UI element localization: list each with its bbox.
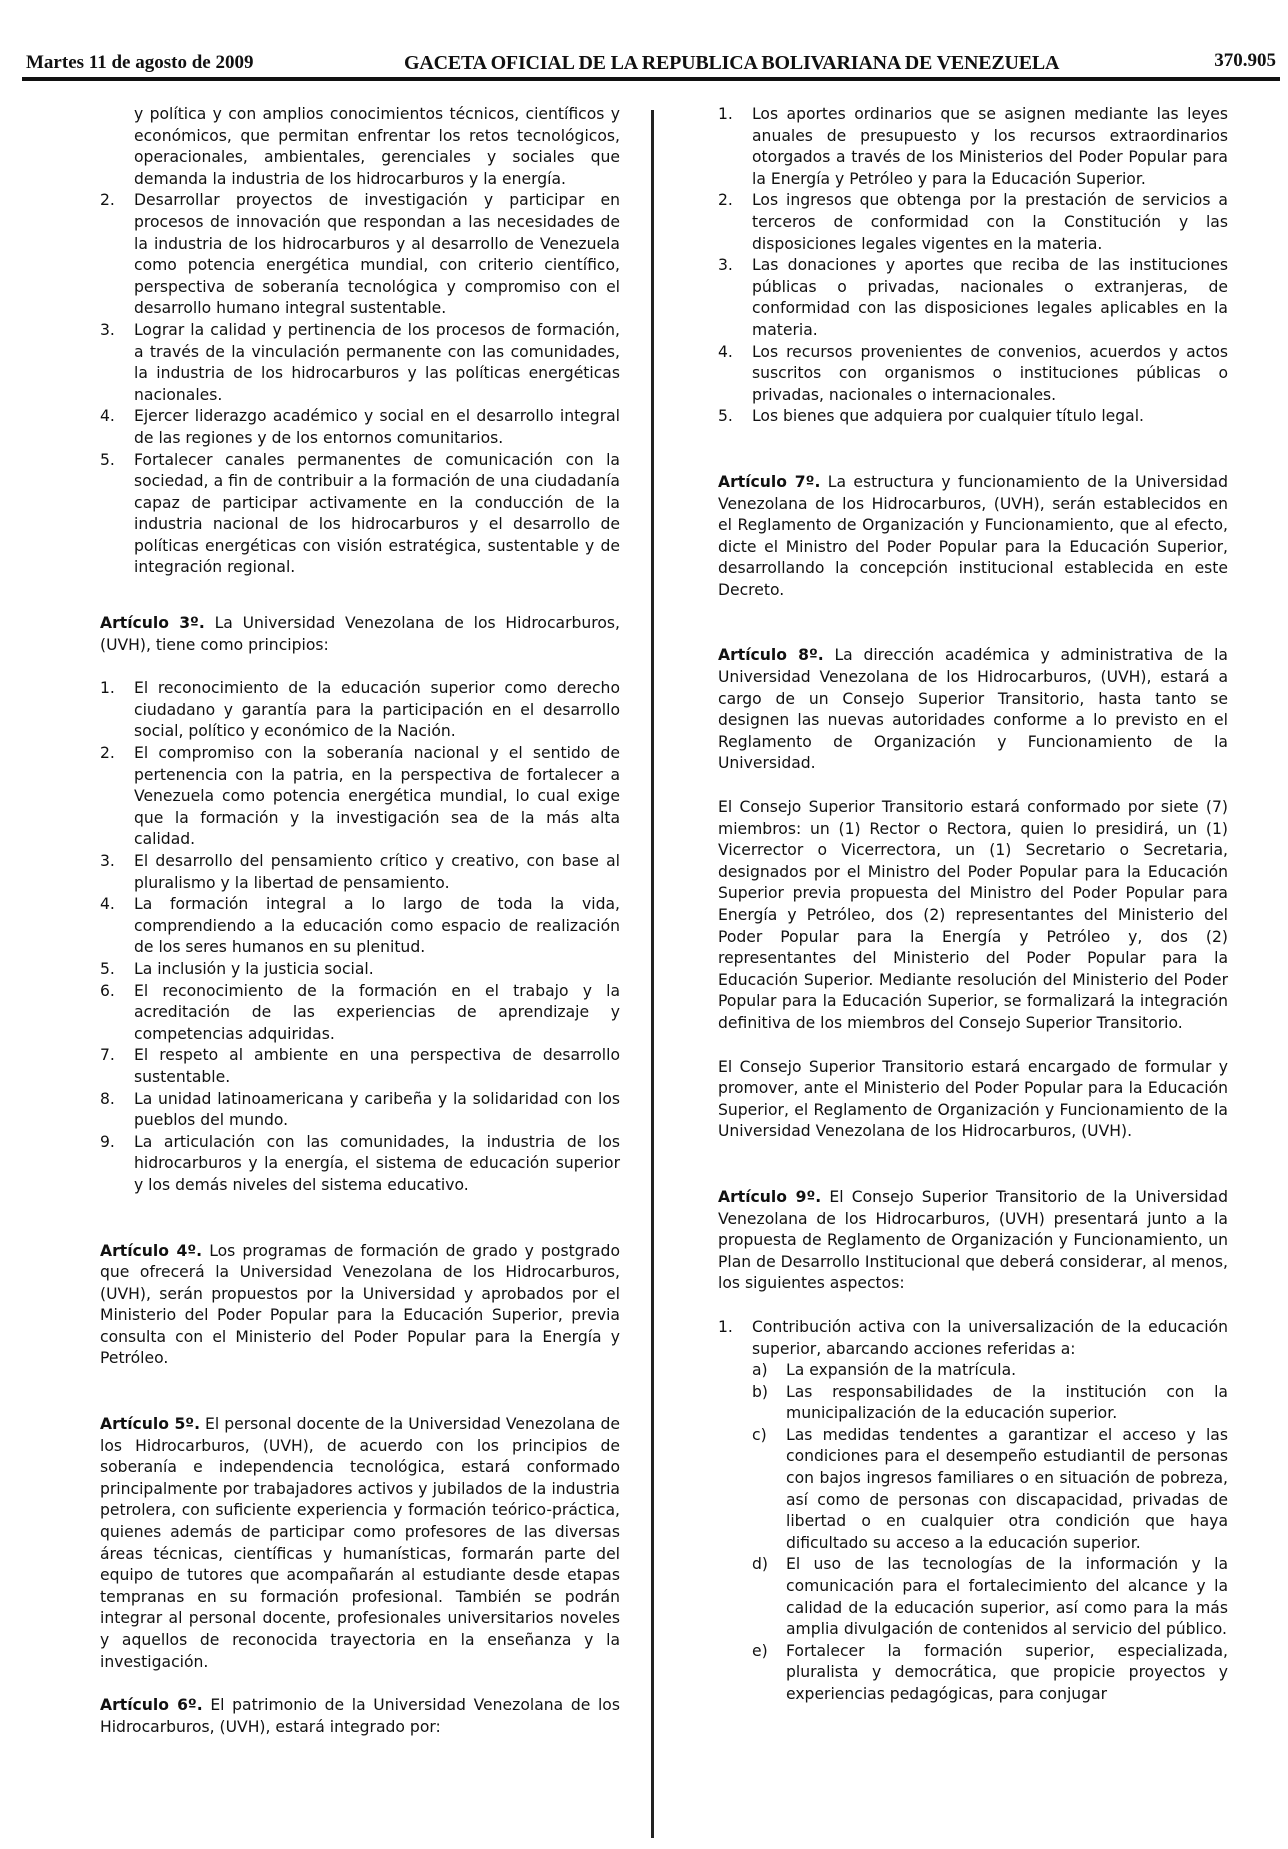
article-8-paragraph-3: El Consejo Superior Transitorio estará encargado de formular y promover, ante el Ministerio del Poder Popular para la Educación Superior, el Reglamento de Organización y Funcionamiento de la Universidad Venezolana de los Hidrocarburos, (UVH). [718, 1057, 1228, 1141]
article-6-label: Artículo 6º. [100, 1696, 203, 1715]
list-item: b) Las responsabilidades de la institución con la municipalización de la educación superior. [752, 1382, 1228, 1423]
header-page-number: 370.905 [1214, 50, 1276, 71]
article-8-label: Artículo 8º. [718, 646, 824, 665]
patrimony-list [718, 104, 1228, 428]
list-item: 3. Las donaciones y aportes que reciba de las instituciones públicas o privadas, nacionales o extranjeras, de conformidad con las disposiciones legales aplicables en la materia. [718, 256, 1228, 339]
principles-list [100, 678, 620, 1196]
list-item: 3. El desarrollo del pensamiento crítico y creativo, con base al pluralismo y la libertad de pensamiento. [100, 852, 620, 892]
list-item: 1. El reconocimiento de la educación superior como derecho ciudadano y garantía para la participación en el desarrollo social, político y económico de la Nación. [100, 679, 620, 741]
article-8: Artículo 8º. La dirección académica y administrativa de la Universidad Venezolana de los Hidrocarburos, (UVH), estará a cargo de un Consejo Superior Transitorio, hasta tanto se designen las nuevas autoridades conforme a lo previsto en el Reglamento de Organización y Funcionamiento de la Universidad. [718, 646, 1228, 773]
list-item: 8. La unidad latinoamericana y caribeña y la solidaridad con los pueblos del mundo. [100, 1089, 620, 1130]
list-item: 4. Los recursos provenientes de convenios, acuerdos y actos suscritos con organismos o instituciones públicas o privadas, nacionales o internacionales. [718, 342, 1228, 404]
list-item: 2. Los ingresos que obtenga por la prestación de servicios a terceros de conformidad con la Constitución y las disposiciones legales vigentes en la materia. [718, 191, 1228, 253]
article-9: Artículo 9º. El Consejo Superior Transitorio de la Universidad Venezolana de los Hidrocarburos, (UVH) presentará junto a la propuesta de Reglamento de Organización y Funcionamiento, un Plan de Desarrollo Institucional que deberá considerar, al menos, los siguientes aspectos: [718, 1187, 1229, 1293]
header-title: GACETA OFICIAL DE LA REPUBLICA BOLIVARIANA DE VENEZUELA [404, 52, 1060, 74]
list-item: 3. Lograr la calidad y pertinencia de los procesos de formación, a través de la vinculación permanente con las comunidades, la industria de los hidrocarburos y las políticas energéticas nacionales. [100, 320, 620, 404]
list-item: e) Fortalecer la formación superior, especializada, pluralista y democrática, que propicie proyectos y experiencias pedagógicas, para conjugar [752, 1641, 1228, 1703]
article-7-label: Artículo 7º. [718, 472, 821, 491]
right-column [718, 104, 1228, 1706]
article-7: Artículo 7º. La estructura y funcionamiento de la Universidad Venezolana de los Hidrocarburos, (UVH), serán establecidos en el Reglamento de Organización y Funcionamiento, que al efecto, dicte el Ministro del Poder Popular para la Educación Superior, desarrollando la concepción institucional establecida en este Decreto. [718, 472, 1228, 599]
plan-sublist [752, 1360, 1228, 1706]
plan-list [718, 1317, 1228, 1706]
article-3-label: Artículo 3º. [100, 614, 205, 633]
header-date: Martes 11 de agosto de 2009 [26, 52, 254, 73]
list-item: 5. La inclusión y la justicia social. [100, 959, 374, 978]
article-3: Artículo 3º. La Universidad Venezolana de los Hidrocarburos, (UVH), tiene como principios: [100, 614, 620, 654]
list-item: 5. Fortalecer canales permanentes de comunicación con la sociedad, a fin de contribuir a la formación de una ciudadanía capaz de participar activamente en la conducción de la industria nacional de los hidrocarburos y el desarrollo de políticas energéticas con visión estratégica, sustentable y de integración regional. [100, 450, 620, 577]
list-item: 2. El compromiso con la soberanía nacional y el sentido de pertenencia con la patria, en la perspectiva de fortalecer a Venezuela como potencia energética mundial, lo cual exige que la formación y la investigación sea de la más alta calidad. [100, 744, 620, 849]
list-item: c) Las medidas tendentes a garantizar el acceso y las condiciones para el desempeño estudiantil de personas con bajos ingresos familiares o en situación de pobreza, así como de personas con discapacidad, privadas de libertad o en cualquier otra condición que haya dificultado su acceso a la educación superior. [752, 1425, 1228, 1552]
objective-1-continuation: y política y con amplios conocimientos técnicos, científicos y económicos, que permitan enfrentar los retos tecnológicos, operacionales, ambientales, gerenciales y sociales que demanda la industria de los hidrocarburos y la energía. [134, 105, 620, 188]
article-8-paragraph-2: El Consejo Superior Transitorio estará conformado por siete (7) miembros: un (1) Rector o Rectora, quien lo presidirá, un (1) Vicerrector o Vicerrectora, un (1) Secretario o Secretaria, designados por el Ministro del Poder Popular para la Educación Superior previa propuesta del Ministro del Poder Popular para Energía y Petróleo, dos (2) representantes del Ministerio del Poder Popular para la Energía y Petróleo y, dos (2) representantes del Ministerio del Poder Popular para la Educación Superior. Mediante resolución del Ministerio del Poder Popular para la Educación Superior, se formalizará la integración definitiva de los miembros del Consejo Superior Transitorio. [718, 798, 1228, 1032]
left-column [100, 104, 620, 1738]
list-item: d) El uso de las tecnologías de la información y la comunicación para el fortalecimiento del alcance y la calidad de la educación superior, así como para la más amplia divulgación de contenidos al servicio del público. [752, 1555, 1228, 1639]
objectives-list [100, 190, 620, 579]
article-6: Artículo 6º. El patrimonio de la Universidad Venezolana de los Hidrocarburos, (UVH), estará integrado por: [100, 1696, 620, 1736]
column-divider [651, 110, 654, 1838]
list-item: 5. Los bienes que adquiera por cualquier título legal. [718, 407, 1145, 426]
list-item: 1. Contribución activa con la universalización de la educación superior, abarcando acciones referidas a: a) La expansión de la matrícula. b) Las responsabilidades de la institución con la municipalización de la educación superior. c) Las medidas tendentes a garantizar el acceso y las condiciones para el desempeño estudiantil de personas con bajos ingresos familiares o en situación de pobreza, así como de personas con discapacidad, privadas de libertad o en cualquier otra condición que haya dificultado su acceso a la educación superior. d) El uso de las tecnologías de la información y la comunicación para el fortalecimiento del alcance y la calidad de la educación superior, así como para la más amplia divulgación de contenidos al servicio del público. e) Fortalecer la formación superior, especializada, pluralista y democrática, que propicie proyectos y experiencias pedagógicas, para conjugar [718, 1317, 1228, 1706]
list-item: 4. Ejercer liderazgo académico y social en el desarrollo integral de las regiones y de los entornos comunitarios. [100, 407, 620, 447]
article-5: Artículo 5º. El personal docente de la Universidad Venezolana de los Hidrocarburos, (UVH), de acuerdo con los principios de soberanía e independencia tecnológica, estará conformado principalmente por trabajadores activos y jubilados de la industria petrolera, con suficiente experiencia y formación teórico-práctica, quienes además de participar como profesores de las diversas áreas técnicas, científicas y humanísticas, formarán parte del equipo de tutores que acompañarán al estudiante desde etapas tempranas en su formación profesional. También se podrán integrar al personal docente, profesionales universitarios noveles y aquellos de reconocida trayectoria en la enseñanza y la investigación. [100, 1415, 620, 1671]
list-item: 1. Los aportes ordinarios que se asignen mediante las leyes anuales de presupuesto y los recursos extraordinarios otorgados a través de los Ministerios del Poder Popular para la Energía y Petróleo y para la Educación Superior. [718, 105, 1228, 188]
list-item: 4. La formación integral a lo largo de toda la vida, comprendiendo a la educación como espacio de realización de los seres humanos en su plenitud. [100, 895, 620, 957]
article-5-label: Artículo 5º. [100, 1415, 201, 1434]
list-item: 7. El respeto al ambiente en una perspectiva de desarrollo sustentable. [100, 1046, 620, 1086]
list-item: 9. La articulación con las comunidades, la industria de los hidrocarburos y la energía, el sistema de educación superior y los demás niveles del sistema educativo. [100, 1132, 620, 1194]
header-rule [22, 77, 1280, 81]
list-item: a) La expansión de la matrícula. [752, 1361, 1017, 1380]
gazette-header [26, 40, 1276, 80]
article-4-label: Artículo 4º. [100, 1241, 203, 1260]
list-item: 2. Desarrollar proyectos de investigación y participar en procesos de innovación que respondan a las necesidades de la industria de los hidrocarburos y al desarrollo de Venezuela como potencia energética mundial, con criterio científico, perspectiva de soberanía tecnológica y compromiso con el desarrollo humano integral sustentable. [100, 191, 620, 318]
article-9-label: Artículo 9º. [718, 1187, 822, 1206]
list-item: 6. El reconocimiento de la formación en el trabajo y la acreditación de las experiencias de aprendizaje y competencias adquiridas. [100, 981, 620, 1043]
article-4: Artículo 4º. Los programas de formación de grado y postgrado que ofrecerá la Universidad Venezolana de los Hidrocarburos, (UVH), serán propuestos por la Universidad y aprobados por el Ministerio del Poder Popular para la Educación Superior, previa consulta con el Ministerio del Poder Popular para la Energía y Petróleo. [100, 1241, 620, 1368]
